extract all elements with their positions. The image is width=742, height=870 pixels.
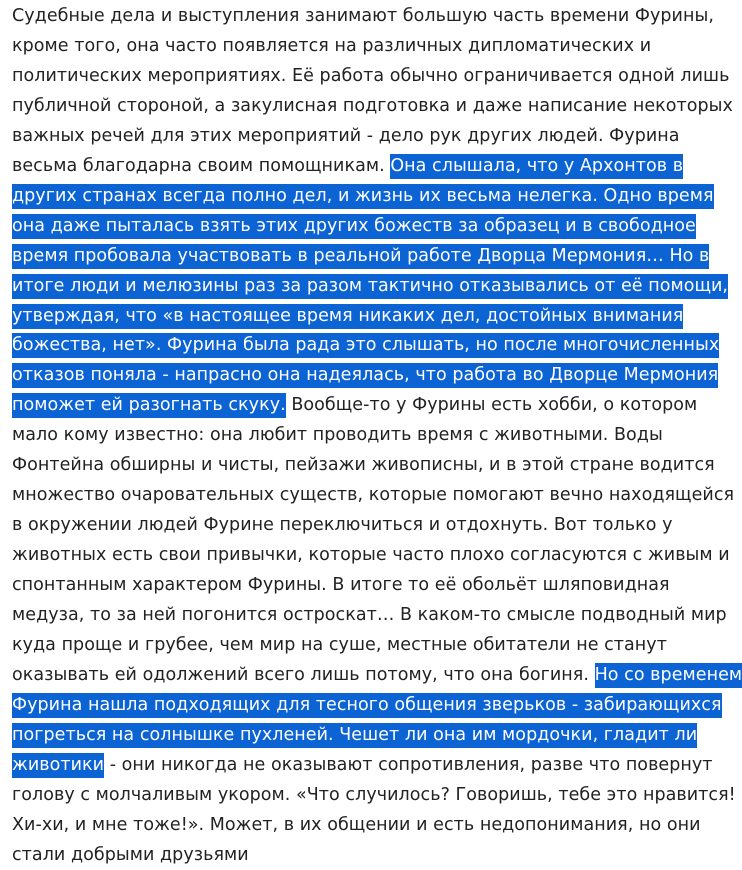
text-line xyxy=(12,360,718,390)
text-line xyxy=(12,330,719,360)
selected-text: Она слышала, что у Архонтов в xyxy=(390,154,683,179)
text-segment: множество очаровательных существ, которые помогают вечно находящейся xyxy=(12,485,735,506)
selected-text: других странах всегда полно дел, и жизнь их весьма нелегка. Одно время xyxy=(12,184,714,209)
text-segment: животных есть свои привычки, которые часто плохо согласуются с живым и xyxy=(12,545,730,566)
text-segment: Вообще-то у Фурины есть хобби, о котором xyxy=(285,395,698,416)
text-line xyxy=(12,91,733,121)
selected-text: Но со временем xyxy=(595,663,742,688)
text-line xyxy=(12,151,683,181)
text-segment: весьма благодарна своим помощникам. xyxy=(12,155,391,176)
text-line xyxy=(12,570,670,600)
text-segment: Судебные дела и выступления занимают большую часть времени Фурины, xyxy=(12,6,714,26)
selected-text: отказов поняла - напрасно она надеялась, что работа во Дворце Мермония xyxy=(12,363,718,388)
text-segment: Фонтейна обширны и чисты, пейзажи живописны, и в этой стране водится xyxy=(12,455,715,476)
text-line xyxy=(12,181,714,211)
selected-text: она даже пыталась взять этих других божеств за образец и в свободное xyxy=(12,214,696,239)
text-line xyxy=(12,450,715,480)
selected-text: время пробовала участвовать в реальной работе Дворца Мермония… Но в xyxy=(12,244,709,269)
text-line xyxy=(12,301,683,331)
text-segment: медуза, то за ней погонится остроскат… В каком-то смысле подводный мир xyxy=(12,605,727,625)
text-line xyxy=(12,780,736,810)
text-line xyxy=(12,690,722,720)
text-segment: Хи-хи, и мне тоже!». Может, в их общении и есть недопонимания, но они xyxy=(12,814,701,835)
text-line xyxy=(12,1,714,31)
text-line xyxy=(12,241,709,271)
text-segment: политических мероприятиях. Её работа обычно ограничивается одной лишь xyxy=(12,65,730,86)
text-line xyxy=(12,271,728,301)
text-line xyxy=(12,810,701,840)
text-line xyxy=(12,390,697,420)
text-line xyxy=(12,61,729,91)
text-segment: в окружении людей Фурине переключиться и отдохнуть. Вот только у xyxy=(12,515,673,536)
text-line xyxy=(12,540,730,570)
text-line xyxy=(12,600,727,630)
text-line xyxy=(12,840,249,870)
text-line xyxy=(12,211,696,241)
text-line xyxy=(12,660,742,690)
text-line xyxy=(12,510,673,540)
text-segment: спонтанным характером Фурины. В итоге то её обольёт шляповидная xyxy=(12,575,670,596)
selected-text: погреться на солнышке пухленей. Чешет ли она им мордочки, гладит ли xyxy=(12,723,697,748)
text-line xyxy=(12,31,651,61)
selected-text: Фурина нашла подходящих для тесного общения зверьков - забирающихся xyxy=(12,693,722,718)
text-line xyxy=(12,720,697,750)
text-line xyxy=(12,630,667,660)
text-line xyxy=(12,420,663,450)
text-segment: публичной стороной, а закулисная подготовка и даже написание некоторых xyxy=(12,95,733,116)
text-segment: мало кому известно: она любит проводить время с животными. Воды xyxy=(12,425,663,446)
text-line xyxy=(12,121,680,151)
selected-text: божества, нет». Фурина была рада это слышать, но после многочисленных xyxy=(12,333,719,358)
selected-text: животики xyxy=(12,753,104,778)
text-segment: стали добрыми друзьями xyxy=(12,844,249,865)
text-segment: - они никогда не оказывают сопротивления, разве что повернут xyxy=(104,754,713,775)
text-line xyxy=(12,750,713,780)
selected-text: итоге люди и мелюзины раз за разом тактично отказывались от её помощи, xyxy=(12,274,728,299)
text-segment: кроме того, она часто появляется на различных дипломатических и xyxy=(12,35,652,56)
text-segment: важных речей для этих мероприятий - дело рук других людей. Фурина xyxy=(12,125,680,146)
text-segment: оказывать ей одолжений всего лишь потому, что она богиня. xyxy=(12,664,595,685)
selected-text: утверждая, что «в настоящее время никаких дел, достойных внимания xyxy=(12,304,683,329)
selected-text: поможет ей разогнать скуку. xyxy=(12,393,286,418)
text-line xyxy=(12,480,734,510)
text-segment: куда проще и грубее, чем мир на суше, местные обитатели не станут xyxy=(12,634,667,655)
text-segment: голову с молчаливым укором. «Что случилось? Говоришь, тебе это нравится! xyxy=(12,784,736,805)
